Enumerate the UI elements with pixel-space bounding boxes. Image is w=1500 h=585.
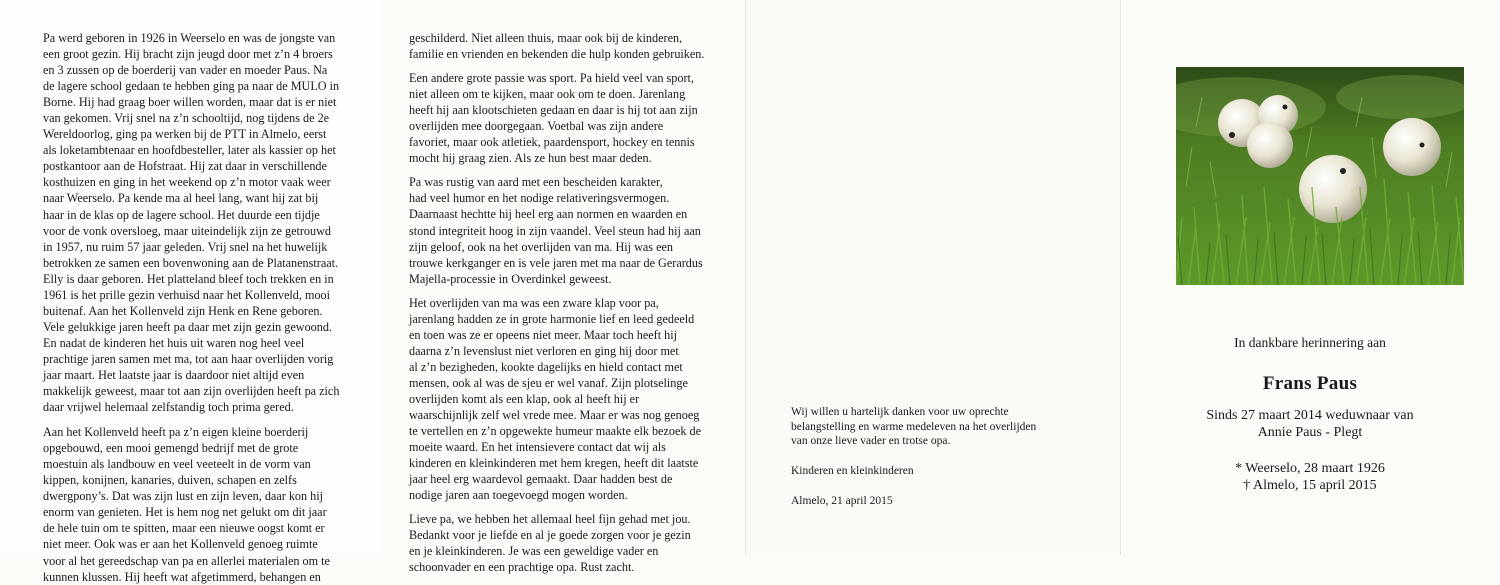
biography-paragraph: Aan het Kollenveld heeft pa z’n eigen kleine boerderij opgebouwd, een mooi gemengd bedrijf met de grote moestuin als landbouw en veel veeteelt in de vorm van kippen, konijnen, kanaries, duiven, schapen en zelfs dwergpony’s. Dat was zijn lust en zijn leven, daar kon hij enorm van genieten. Het is hem nog net gelukt om dit jaar de hele tuin om te spitten, maar een nieuwe oogst komt er niet meer. Ook was er aan het Kollenveld genoeg ruimte voor al het gereedschap van pa en allerlei materialen om te kunnen klussen. Hij heeft wat afgetimmerd, behangen en [43, 425, 330, 584]
widower-line: Sinds 27 maart 2014 weduwnaar van Annie Paus - Plegt [1206, 408, 1414, 440]
boule-ball [1299, 155, 1367, 223]
birth-line: * Weerselo, 28 maart 1926 [1235, 461, 1385, 476]
biography-left-column [43, 30, 378, 585]
thanks-text: Wij willen u hartelijk danken voor uw oprechte belangstelling en warme medeleven na het overlijden van onze lieve vader en trotse opa. [791, 406, 1037, 448]
biography-paragraph: Pa werd geboren in 1926 in Weerselo en was de jongste van een groot gezin. Hij bracht zijn jeugd door met z’n 4 broers en 3 zussen op de boerderij van vader en moeder Paus. Na de lagere school gedaan te hebben ging pa naar de MULO in Borne. Hij had graag boer willen worden, maar dat is er niet van gekomen. Vrij snel na z’n schooltijd, nog tijdens de 2e Wereldoorlog, ging pa werken bij de PTT in Almelo, eerst als loketambtenaar en hoofdbesteller, later als kassier op het postkantoor aan de Hofstraat. Hij zat daar in verschillende kosthuizen en ging in het weekend op z’n motor vaak weer naar Weerselo. Pa kende ma al heel lang, want hij zat bij haar in de klas op de lagere school. Het duurde een tijdje voor de vonk oversloeg, maar uiteindelijk zijn ze getrouwd in 1957, nu ruim 57 jaar geleden. Vrij snel na het huwelijk betrokken ze samen een bovenwoning aan de Platanenstraat. Elly is daar geboren. Het platteland bleef toch trekken en in 1961 is het prille gezin verhuisd naar het Kollenveld, mooi buitenaf. Aan het Kollenveld zijn Henk en Rene geboren. Vele gelukkige jaren heeft pa daar met zijn gezin gewoond. En nadat de kinderen het huis uit waren nog heel veel prachtige jaren samen met ma, tot aan haar overlijden vorig jaar maart. Het laatste jaar is daardoor niet altijd even makkelijk geweest, maar tot aan zijn overlijden heeft pa zich daar vrijwel helemaal zelfstandig toch prima gered. [43, 31, 340, 415]
boule-ball [1247, 122, 1293, 168]
biography-paragraph: Het overlijden van ma was een zware klap voor pa, jarenlang hadden ze in grote harmonie lief en leed gedeeld en toen was ze er opeens niet meer. Maar toch heeft hij daarna z’n levenslust niet verloren en ging hij door met al z’n bezigheden, kookte dagelijks en hield contact met mensen, ook al was de sjeu er wel vanaf. Zijn plotselinge overlijden komt als een klap, ook al heeft hij er waarschijnlijk zelf wel vrede mee. Maar er was nog genoeg te vertellen en z’n opgewekte humeur maakte elk bezoek de moeite waard. En het intensievere contact dat wij als kinderen en kleinkinderen met hem kregen, heeft dit laatste jaar heel erg waardevol gemaakt. Daar hadden best de nodige jaren aan toegevoegd mogen worden. [409, 295, 702, 503]
boule-ball [1383, 118, 1441, 176]
thanks-place-date: Almelo, 21 april 2015 [791, 494, 893, 507]
thanks-message [791, 405, 1091, 509]
card-fold [745, 0, 746, 555]
biography-middle-column [409, 30, 739, 576]
biography-paragraph: Pa was rustig van aard met een bescheiden karakter, had veel humor en het nodige relativeringsvermogen. Daarnaast hechtte hij heel erg aan normen en waarden en stond integriteit hoog in zijn vaandel. Veel steun had hij aan zijn geloof, ook na het overlijden van ma. Hij was een trouwe kerkganger en is vele jaren met ma naar de Gerardus Majella-processie in Overdinkel geweest. [409, 175, 703, 286]
biography-paragraph: Lieve pa, we hebben het allemaal heel fijn gehad met jou. Bedankt voor je liefde en al je goede zorgen voor je gezin en je kleinkinderen. Je was een geweldige vader en schoonvader en een prachtige opa. Rust zacht. [409, 512, 691, 575]
biography-paragraph: Een andere grote passie was sport. Pa hield veel van sport, niet alleen om te kijken, maar ook om te doen. Jarenlang heeft hij aan klootschieten gedaan en daar is hij tot aan zijn overlijden mee doorgegaan. Voetbal was zijn andere favoriet, maar ook atletiek, paardensport, hockey en tennis mocht hij graag zien. Als ze hun best maar deden. [409, 71, 698, 166]
death-line: † Almelo, 15 april 2015 [1243, 478, 1377, 493]
thanks-signature: Kinderen en kleinkinderen [791, 465, 914, 478]
deceased-name: Frans Paus [1262, 373, 1358, 394]
biography-paragraph: geschilderd. Niet alleen thuis, maar ook bij de kinderen, familie en vrienden en bekenden die hulp konden gebruiken. [409, 31, 705, 62]
jeu-de-boules-photo [1176, 67, 1464, 285]
memory-heading: In dankbare herinnering aan [1234, 335, 1386, 350]
